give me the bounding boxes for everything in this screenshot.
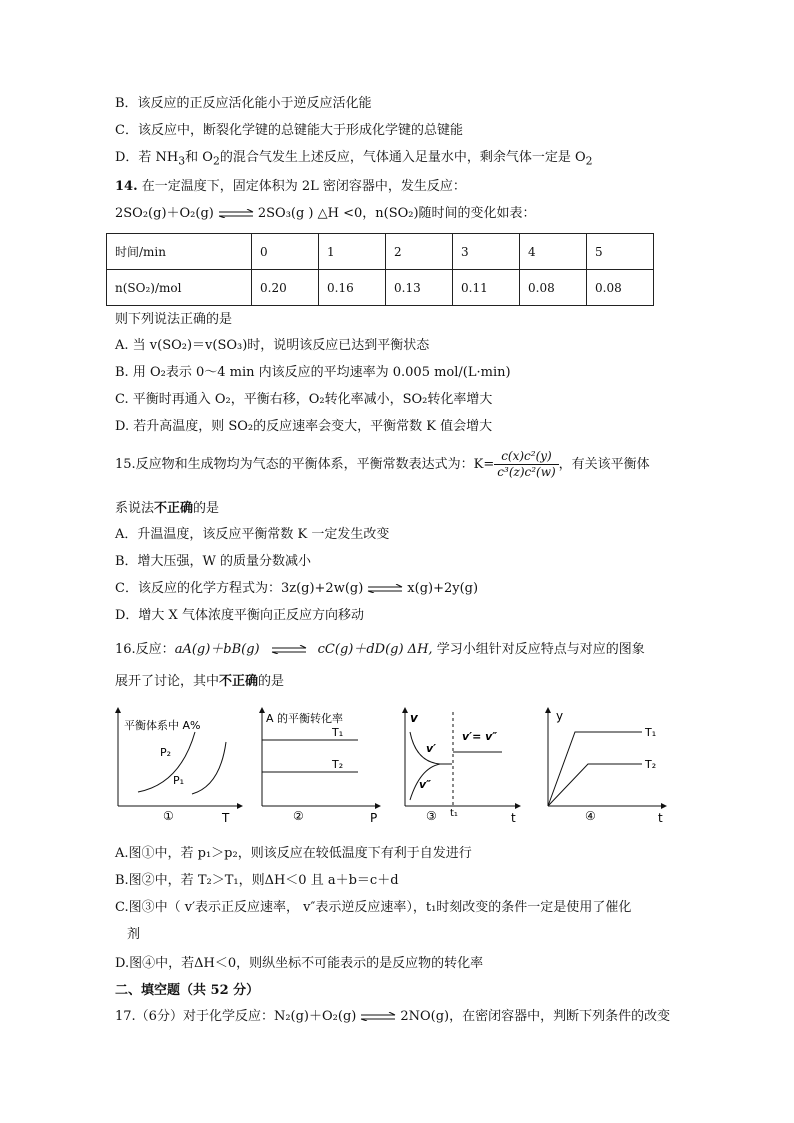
q15-stem: 15.反应物和生成物均为气态的平衡体系，平衡常数表达式为：K= $\frac{\text{c(x)c²(y)}}{\text{c³(z)c²(w)}}$ ，有关该平衡体: [115, 449, 650, 479]
q13-option-c: C．该反应中，断裂化学键的总键能大于形成化学键的总键能: [115, 123, 463, 138]
table-row: 时间/min 0 1 2 3 4 5: [107, 234, 654, 270]
equilibrium-arrow-icon: [218, 209, 254, 218]
graph2-xlabel: P: [370, 811, 378, 825]
graph2-ylabel: A 的平衡转化率: [266, 712, 344, 725]
section-heading: 二、填空题（共 52 分）: [115, 983, 260, 998]
graph-2: [262, 708, 380, 825]
q16-option-c-cont: 剂: [127, 927, 141, 942]
q14-option-b: B. 用 O₂表示 0～4 min 内该反应的平均速率为 0.005 mol/(L·min): [115, 365, 511, 380]
graph2-t1-label: T₁: [332, 726, 344, 739]
q15-option-b: B．增大压强，W 的质量分数减小: [115, 554, 312, 569]
graph4-number: ④: [585, 809, 596, 823]
graph3-xlabel: t: [511, 811, 516, 825]
graph4-line-t1: [548, 732, 642, 806]
q14-data-table: [106, 233, 654, 306]
q16-stem: 16.反应：aA(g)＋bB(g) cC(g)＋dD(g) ΔH, 学习小组针对反应特点与对应的图象: [115, 642, 645, 657]
q14-option-a: A. 当 v(SO₂)＝v(SO₃)时，说明该反应已达到平衡状态: [115, 338, 430, 353]
graph-3: [405, 708, 520, 825]
q16-graphs: [100, 702, 680, 827]
q17-stem: 17.（6分）对于化学反应：N₂(g)＋O₂(g) 2NO(g)，在密闭容器中，判断下列条件的改变: [115, 1009, 671, 1024]
q14-reaction: 2SO₂(g)＋O₂(g) 2SO₃(g ) △H <0，n(SO₂)随时间的变化如表：: [115, 206, 536, 221]
graph1-xlabel: T: [222, 811, 230, 825]
q15-stem-2: 系说法不正确的是: [115, 501, 220, 516]
q13-option-b: B．该反应的正反应活化能小于逆反应活化能: [115, 96, 372, 111]
graph1-p1-label: P₁: [173, 774, 185, 787]
q14-prompt: 则下列说法正确的是: [115, 312, 233, 327]
graph4-line-t2: [548, 764, 642, 806]
graph2-t2-label: T₂: [332, 758, 344, 771]
graph2-number: ②: [293, 809, 304, 823]
equilibrium-arrow-icon: [360, 1012, 396, 1021]
q16-stem-2: 展开了讨论，其中不正确的是: [115, 674, 285, 689]
graph1-number: ①: [163, 809, 174, 823]
graph3-ylabel: v: [410, 711, 418, 725]
q14-stem: 14. 在一定温度下，固定体积为 2L 密闭容器中，发生反应：: [115, 179, 466, 194]
graph-1: [118, 708, 242, 825]
equilibrium-arrow-icon: [264, 645, 314, 654]
graph4-ylabel: y: [556, 709, 564, 723]
equilibrium-constant-fraction: $\frac{\text{c(x)c²(y)}}{\text{c³(z)c²(w)}}$: [494, 449, 558, 480]
graph4-xlabel: t: [658, 811, 663, 825]
q14-option-d: D. 若升高温度，则 SO₂的反应速率会变大，平衡常数 K 值会增大: [115, 419, 493, 434]
graph-4: [548, 708, 666, 825]
graph3-equal-label: v′= v″: [462, 730, 498, 743]
graph4-t2-label: T₂: [645, 758, 657, 771]
q16-option-c: C.图③中（ v′表示正反应速率， v″表示逆反应速率），t₁时刻改变的条件一定是使用了催化: [115, 900, 632, 915]
table-row: n(SO₂)/mol 0.20 0.16 0.13 0.11 0.08 0.08: [107, 270, 654, 306]
graph1-p2-label: P₂: [160, 746, 172, 759]
q16-option-d: D.图④中，若ΔH＜0，则纵坐标不可能表示的是反应物的转化率: [115, 956, 484, 971]
graph3-number: ③: [426, 809, 437, 823]
graph1-ylabel: 平衡体系中 A%: [124, 719, 201, 732]
q14-option-c: C. 平衡时再通入 O₂，平衡右移，O₂转化率减小，SO₂转化率增大: [115, 392, 493, 407]
q16-option-a: A.图①中，若 p₁＞p₂，则该反应在较低温度下有利于自发进行: [115, 846, 472, 861]
graph3-v1-label: v′: [426, 742, 437, 755]
q15-option-c: C．该反应的化学方程式为：3z(g)+2w(g) x(g)+2y(g): [115, 581, 479, 596]
graph3-t1-label: t₁: [450, 808, 458, 819]
graph1-curve-p2: [138, 732, 195, 792]
graph1-curve-p1: [192, 742, 226, 794]
q15-option-d: D．增大 X 气体浓度平衡向正反应方向移动: [115, 608, 364, 623]
graph4-t1-label: T₁: [645, 726, 657, 739]
equilibrium-arrow-icon: [367, 584, 403, 593]
q16-option-b: B.图②中，若 T₂＞T₁，则ΔH＜0 且 a＋b＝c＋d: [115, 873, 399, 888]
graph3-v2-label: v″: [419, 778, 432, 791]
q13-option-d: D．若 $NH_3$和 $O_2$的混合气发生上述反应，气体通入足量水中，剩余气体一定是 $O_2$: [115, 150, 593, 168]
q15-option-a: A．升温温度，该反应平衡常数 K 一定发生改变: [115, 527, 390, 542]
